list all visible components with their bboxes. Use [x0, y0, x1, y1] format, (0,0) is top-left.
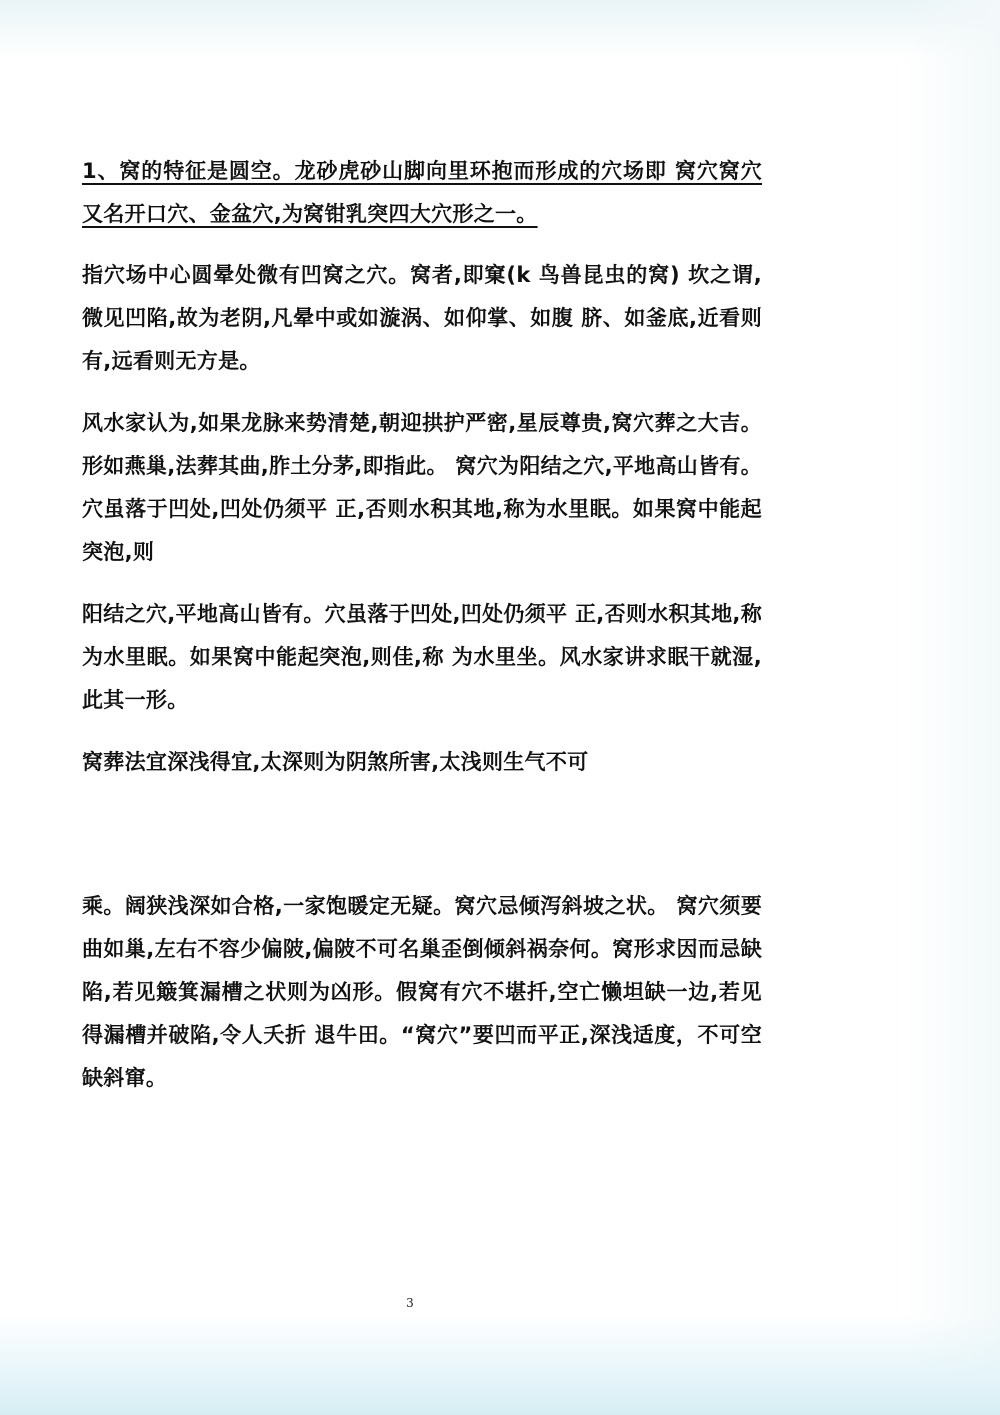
section-heading: 1、窝的特征是圆空。龙砂虎砂山脚向里环抱而形成的穴场即 窝穴窝穴又名开口穴、金盆穴,为窝钳乳突四大穴形之一。: [82, 159, 762, 226]
paragraph-continuation: 乘。阔狭浅深如合格,一家饱暖定无疑。窝穴忌倾泻斜坡之状。 窝穴须要曲如巢,左右不容少偏陂,偏陂不可名巢歪倒倾斜祸奈何。窝形求因而忌缺陷,若见簸箕漏槽之状则为凶形。假窝有穴不堪扦,空亡懒坦缺一边,若见得漏槽并破陷,令人夭折 退牛田。“窝穴”要凹而平正,深浅适度，不可空缺斜窜。: [82, 894, 762, 1090]
paragraph-burial-depth: 窝葬法宜深浅得宜,太深则为阴煞所害,太浅则生气不可: [82, 750, 589, 774]
scan-edge-top: [0, 0, 1000, 60]
scan-edge-bottom: [0, 1315, 1000, 1415]
page-number: 3: [406, 1296, 414, 1310]
paragraph-fengshui-view: 风水家认为,如果龙脉来势清楚,朝迎拱护严密,星辰尊贵,窝穴葬之大吉。形如燕巢,法葬其曲,胙土分茅,即指此。 窝穴为阳结之穴,平地高山皆有。穴虽落于凹处,凹处仍须平 正,否则水积其地,称为水里眠。如果窝中能起突泡,则: [82, 411, 762, 564]
scan-edge-right: [905, 0, 1000, 1415]
document-body: [82, 150, 762, 1100]
paragraph-yang-knot: 阳结之穴,平地高山皆有。穴虽落于凹处,凹处仍须平 正,否则水积其地,称为水里眠。如果窝中能起突泡,则佳,称 为水里坐。风水家讲求眠干就湿,此其一形。: [82, 602, 762, 712]
paragraph-definition: 指穴场中心圆晕处微有凹窝之穴。窝者,即窠(k 鸟兽昆虫的窝) 坎之谓,微见凹陷,故为老阴,凡晕中或如漩涡、如仰掌、如腹 脐、如釜底,近看则有,远看则无方是。: [82, 263, 762, 373]
